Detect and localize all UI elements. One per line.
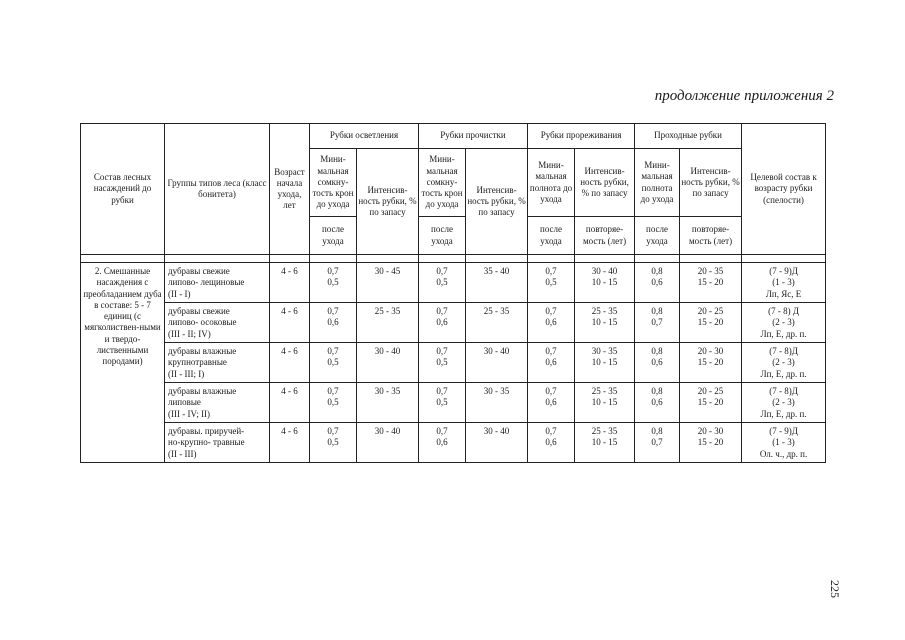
clean-intensity-cell: 30 - 40 <box>466 423 528 463</box>
thin-intensity-cell <box>575 423 635 463</box>
target-composition-cell <box>742 383 826 423</box>
cell-line: 0,8 <box>651 346 663 356</box>
clean-density-cell <box>419 423 466 463</box>
cell-line: 0,7 <box>436 346 448 356</box>
cell-line: 0,5 <box>327 437 339 448</box>
silviculture-table <box>80 123 826 463</box>
cell-line: Лп, Е, др. п. <box>760 368 807 379</box>
age-cell: 4 - 6 <box>270 343 310 383</box>
cell-line: (1 - 3) <box>772 437 795 448</box>
cell-line: дубравы влажные <box>168 386 237 396</box>
pass-density-cell <box>635 343 680 383</box>
target-composition-cell <box>742 423 826 463</box>
forest-type-cell <box>165 303 270 343</box>
thin-intensity-cell <box>575 263 635 303</box>
cell-line: 0,5 <box>436 397 448 408</box>
cell-line: 0,7 <box>327 266 339 276</box>
cell-line: дубравы влажные <box>168 346 237 356</box>
cell-line: 20 - 25 <box>697 306 724 316</box>
cell-line: 15 - 20 <box>697 397 724 408</box>
header-cleaning: Рубки прочистки <box>419 124 528 149</box>
header-clean-intensity: Интенсив-ность рубки, % по запасу <box>466 149 528 255</box>
cell-line: (2 - 3) <box>772 317 795 328</box>
pass-intensity-cell <box>680 263 742 303</box>
thin-density-cell <box>528 383 575 423</box>
cell-line: 0,7 <box>327 306 339 316</box>
header-pass-intensity: Интенсив-ность рубки, % по запасу <box>680 149 742 217</box>
cell-line: дубравы свежие <box>168 266 230 276</box>
cell-line: 0,7 <box>327 426 339 436</box>
cell-line: липово- осоковые <box>168 317 237 328</box>
header-clean-after: после ухода <box>419 217 466 255</box>
cell-line: 0,6 <box>327 317 339 328</box>
table-row <box>81 343 826 383</box>
species-group-cell: 2. Смешанные насаждения с преобладанием дуба в составе: 5 - 7 единиц (с мягколиствен-ными и твердо-лиственными породами) <box>81 263 165 463</box>
header-clean-min: Мини-мальная сомкну-тость крон до ухода <box>419 149 466 217</box>
cell-line: 0,7 <box>436 266 448 276</box>
pass-intensity-cell <box>680 343 742 383</box>
cell-line: Ол. ч., др. п. <box>759 448 808 459</box>
clean-intensity-cell: 30 - 35 <box>466 383 528 423</box>
header-pass-repeat: повторяе-мость (лет) <box>680 217 742 255</box>
header-species: Состав лесных насаждений до рубки <box>81 124 165 255</box>
header-light-intensity: Интенсив-ность рубки, % по запасу <box>357 149 419 255</box>
pass-density-cell <box>635 383 680 423</box>
cell-line: 0,6 <box>545 357 557 368</box>
clean-density-cell <box>419 343 466 383</box>
cell-line: 0,8 <box>651 426 663 436</box>
table-row <box>81 383 826 423</box>
cell-line: (7 - 8)Д <box>769 386 798 396</box>
cell-line: 0,6 <box>545 437 557 448</box>
cell-line: 20 - 25 <box>697 386 724 396</box>
appendix-caption: продолжение приложения 2 <box>654 88 834 104</box>
thin-density-cell <box>528 343 575 383</box>
thin-intensity-cell <box>575 343 635 383</box>
cell-line: 0,7 <box>545 426 557 436</box>
cell-line: 0,7 <box>651 317 663 328</box>
header-age: Возраст начала ухода, лет <box>270 124 310 255</box>
age-cell: 4 - 6 <box>270 263 310 303</box>
cell-line: 10 - 15 <box>591 277 618 288</box>
cell-line: (7 - 8)Д <box>769 346 798 356</box>
thin-intensity-cell <box>575 303 635 343</box>
header-forest-types: Группы типов леса (класс бонитета) <box>165 124 270 255</box>
cell-line: 15 - 20 <box>697 357 724 368</box>
clean-density-cell <box>419 383 466 423</box>
thin-intensity-cell <box>575 383 635 423</box>
header-target: Целевой состав к возрасту рубки (спелости) <box>742 124 826 255</box>
cell-line: (II - III) <box>168 448 197 459</box>
cell-line: 25 - 35 <box>591 306 618 316</box>
header-thin-min: Мини-мальная полнота до ухода <box>528 149 575 217</box>
cell-line: 0,6 <box>651 397 663 408</box>
cell-line: 30 - 40 <box>591 266 618 276</box>
cell-line: 0,5 <box>327 357 339 368</box>
header-thinning: Рубки прореживания <box>528 124 635 149</box>
header-passage: Проходные рубки <box>635 124 742 149</box>
cell-line: (III - II; IV) <box>168 328 211 339</box>
cell-line: 15 - 20 <box>697 317 724 328</box>
cell-line: (7 - 8) Д <box>768 306 799 316</box>
forest-type-cell <box>165 263 270 303</box>
pass-density-cell <box>635 423 680 463</box>
cell-line: 0,7 <box>327 386 339 396</box>
pass-density-cell <box>635 303 680 343</box>
target-composition-cell <box>742 343 826 383</box>
pass-density-cell <box>635 263 680 303</box>
header-light-min: Мини-мальная сомкну-тость крон до ухода <box>310 149 357 217</box>
cell-line: 0,6 <box>545 397 557 408</box>
light-intensity-cell: 30 - 45 <box>357 263 419 303</box>
cell-line: дубравы. приручей- <box>168 426 245 436</box>
header-thin-after: после ухода <box>528 217 575 255</box>
forest-type-cell <box>165 383 270 423</box>
cell-line: 0,5 <box>436 277 448 288</box>
forest-type-cell <box>165 423 270 463</box>
cell-line: 25 - 35 <box>591 426 618 436</box>
cell-line: 0,5 <box>545 277 557 288</box>
cell-line: 15 - 20 <box>697 277 724 288</box>
thin-density-cell <box>528 263 575 303</box>
cell-line: 20 - 35 <box>697 266 724 276</box>
cell-line: (7 - 9)Д <box>769 426 798 436</box>
clean-density-cell <box>419 303 466 343</box>
light-intensity-cell: 30 - 40 <box>357 423 419 463</box>
light-density-cell <box>310 343 357 383</box>
thin-density-cell <box>528 303 575 343</box>
target-composition-cell <box>742 263 826 303</box>
cell-line: 20 - 30 <box>697 426 724 436</box>
light-intensity-cell: 30 - 40 <box>357 343 419 383</box>
table-row <box>81 423 826 463</box>
light-density-cell <box>310 383 357 423</box>
pass-intensity-cell <box>680 383 742 423</box>
cell-line: 0,8 <box>651 306 663 316</box>
cell-line: 0,7 <box>436 306 448 316</box>
cell-line: 0,5 <box>327 397 339 408</box>
pass-intensity-cell <box>680 423 742 463</box>
cell-line: 0,5 <box>436 357 448 368</box>
pass-intensity-cell <box>680 303 742 343</box>
cell-line: крупнотравные <box>168 357 227 368</box>
cell-line: 20 - 30 <box>697 346 724 356</box>
cell-line: (7 - 9)Д <box>769 266 798 276</box>
target-composition-cell <box>742 303 826 343</box>
clean-intensity-cell: 35 - 40 <box>466 263 528 303</box>
cell-line: (II - III; I) <box>168 368 205 379</box>
cell-line: Лп, Е, др. п. <box>760 408 807 419</box>
cell-line: (III - IV; II) <box>168 408 211 419</box>
age-cell: 4 - 6 <box>270 383 310 423</box>
cell-line: дубравы свежие <box>168 306 230 316</box>
cell-line: Лп, Е, др. п. <box>760 328 807 339</box>
cell-line: 0,5 <box>327 277 339 288</box>
cell-line: (2 - 3) <box>772 357 795 368</box>
clean-density-cell <box>419 263 466 303</box>
cell-line: 0,8 <box>651 386 663 396</box>
cell-line: (II - I) <box>168 288 191 299</box>
cell-line: 0,7 <box>545 266 557 276</box>
light-density-cell <box>310 303 357 343</box>
table-row <box>81 263 826 303</box>
clean-intensity-cell: 25 - 35 <box>466 303 528 343</box>
header-light-after: после ухода <box>310 217 357 255</box>
cell-line: 0,6 <box>436 317 448 328</box>
cell-line: 10 - 15 <box>591 317 618 328</box>
cell-line: 0,7 <box>327 346 339 356</box>
cell-line: 0,7 <box>436 386 448 396</box>
age-cell: 4 - 6 <box>270 423 310 463</box>
cell-line: 25 - 35 <box>591 386 618 396</box>
cell-line: липовые <box>168 397 201 408</box>
cell-line: 0,6 <box>651 357 663 368</box>
light-intensity-cell: 30 - 35 <box>357 383 419 423</box>
forest-type-cell <box>165 343 270 383</box>
cell-line: 30 - 35 <box>591 346 618 356</box>
cell-line: 0,7 <box>436 426 448 436</box>
spacer-row <box>81 255 826 263</box>
table-row <box>81 303 826 343</box>
cell-line: (2 - 3) <box>772 397 795 408</box>
header-thin-repeat: повторяе-мость (лет) <box>575 217 635 255</box>
light-density-cell <box>310 263 357 303</box>
cell-line: 10 - 15 <box>591 437 618 448</box>
cell-line: 10 - 15 <box>591 397 618 408</box>
light-density-cell <box>310 423 357 463</box>
cell-line: 0,7 <box>545 306 557 316</box>
cell-line: 15 - 20 <box>697 437 724 448</box>
cell-line: 0,8 <box>651 266 663 276</box>
clean-intensity-cell: 30 - 40 <box>466 343 528 383</box>
page-number: 225 <box>828 580 842 598</box>
cell-line: 0,7 <box>545 346 557 356</box>
age-cell: 4 - 6 <box>270 303 310 343</box>
cell-line: Лп, Яс, Е <box>765 288 802 299</box>
header-pass-min: Мини-мальная полнота до ухода <box>635 149 680 217</box>
header-thin-intensity: Интенсив-ность рубки, % по запасу <box>575 149 635 217</box>
cell-line: 0,6 <box>545 317 557 328</box>
cell-line: 0,7 <box>651 437 663 448</box>
cell-line: (1 - 3) <box>772 277 795 288</box>
cell-line: липово- лещиновые <box>168 277 245 288</box>
header-pass-after: после ухода <box>635 217 680 255</box>
cell-line: но-крупно- травные <box>168 437 245 448</box>
thin-density-cell <box>528 423 575 463</box>
header-lightening: Рубки осветления <box>310 124 419 149</box>
cell-line: 0,6 <box>651 277 663 288</box>
light-intensity-cell: 25 - 35 <box>357 303 419 343</box>
cell-line: 0,6 <box>436 437 448 448</box>
cell-line: 0,7 <box>545 386 557 396</box>
cell-line: 10 - 15 <box>591 357 618 368</box>
